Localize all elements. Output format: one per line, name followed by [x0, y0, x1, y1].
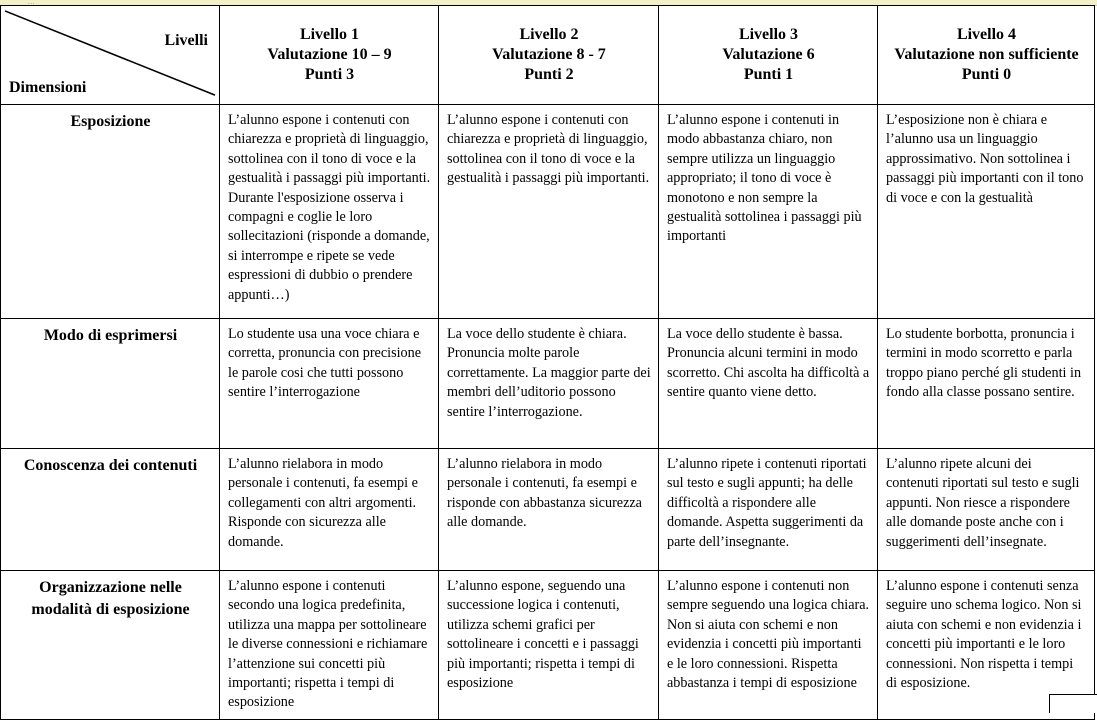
descriptor-cell: L’alunno espone i contenuti secondo una logica predefinita, utilizza una mappa per sottolineare le diverse connessioni e richiamare l’attenzione sui concetti più importanti; rispetta i tempi di esposizione	[220, 571, 439, 720]
level-header-2	[439, 6, 659, 105]
dimension-label-conoscenza-dei-contenuti: Conoscenza dei contenuti	[1, 449, 220, 571]
descriptor-cell: Lo studente usa una voce chiara e corretta, pronuncia con precisione le parole cosi che tutti possono sentire l’interrogazione	[220, 319, 439, 449]
level-valutazione: Valutazione non sufficiente	[894, 46, 1079, 63]
level-valutazione: Valutazione 10 – 9	[267, 46, 392, 63]
table-header-row	[1, 6, 1095, 105]
dimension-label-organizzazione: Organizzazione nelle modalità di esposizione	[1, 571, 220, 720]
level-title: Livello 4	[956, 26, 1017, 43]
level-punti: Punti 2	[524, 66, 574, 83]
level-valutazione: Valutazione 6	[722, 46, 815, 63]
level-title: Livello 2	[519, 26, 579, 43]
table-row	[1, 105, 1095, 319]
level-title: Livello 1	[299, 26, 360, 43]
descriptor-cell: L’alunno rielabora in modo personale i contenuti, fa esempi e collegamenti con altri argomenti. Risponde con sicurezza alle domande.	[220, 449, 439, 571]
descriptor-cell: L’alunno espone i contenuti in modo abbastanza chiaro, non sempre utilizza un linguaggio appropriato; il tono di voce è monotono e non sempre la gestualità sottolinea i passaggi più importanti	[659, 105, 878, 319]
level-header-1	[220, 6, 439, 105]
descriptor-cell: L’esposizione non è chiara e l’alunno usa un linguaggio approssimativo. Non sottolinea i passaggi più importanti con il tono di voce e con la gestualità	[878, 105, 1095, 319]
rows-axis-label: Dimensioni	[9, 79, 87, 96]
descriptor-cell: L’alunno espone i contenuti senza seguire uno schema logico. Non si aiuta con schemi e non evidenzia i concetti più importanti e le loro connessioni. Non rispetta i tempi di esposizione.	[878, 571, 1095, 720]
descriptor-cell: L’alunno rielabora in modo personale i contenuti, fa esempi e risponde con abbastanza sicurezza alle domande.	[439, 449, 659, 571]
level-header-3	[659, 6, 878, 105]
descriptor-cell: L’alunno espone, seguendo una successione logica i contenuti, utilizza schemi grafici per sottolineare i concetti e i passaggi più importanti; rispetta i tempi di esposizione	[439, 571, 659, 720]
descriptor-cell: L’alunno ripete alcuni dei contenuti riportati sul testo e sugli appunti. Non riesce a rispondere alle domande poste anche con i suggerimenti dell’insegnate.	[878, 449, 1095, 571]
axis-corner-cell	[1, 6, 220, 105]
level-punti: Punti 0	[961, 66, 1012, 83]
level-valutazione: Valutazione 8 - 7	[492, 46, 606, 63]
level-title: Livello 3	[738, 26, 799, 43]
descriptor-cell: La voce dello studente è chiara. Pronuncia molte parole correttamente. La maggior parte dei membri dell’uditorio possono sentire l’interrogazione.	[439, 319, 659, 449]
level-punti: Punti 3	[304, 66, 355, 83]
descriptor-cell: L’alunno espone i contenuti con chiarezza e proprietà di linguaggio, sottolinea con il tono di voce e la gestualità i passaggi più importanti.	[439, 105, 659, 319]
descriptor-cell: Lo studente borbotta, pronuncia i termini in modo scorretto e parla troppo piano perché gli studenti in fondo alla classe possano sentire.	[878, 319, 1095, 449]
table-row	[1, 571, 1095, 720]
descriptor-cell: La voce dello studente è bassa. Pronuncia alcuni termini in modo scorretto. Chi ascolta ha difficoltà a sentire quanto viene detto.	[659, 319, 878, 449]
page-bottom-marker	[1049, 694, 1097, 713]
dimension-label-modo-di-esprimersi: Modo di esprimersi	[1, 319, 220, 449]
corner-note: ...	[28, 0, 35, 6]
level-header-4	[878, 6, 1095, 105]
table-row	[1, 319, 1095, 449]
dimension-label-esposizione: Esposizione	[1, 105, 220, 319]
level-punti: Punti 1	[743, 66, 794, 83]
descriptor-cell: L’alunno ripete i contenuti riportati sul testo e sugli appunti; ha delle difficoltà a rispondere alle domande. Aspetta suggerimenti da parte dell’insegnante.	[659, 449, 878, 571]
evaluation-rubric-table	[0, 5, 1095, 720]
descriptor-cell: L’alunno espone i contenuti non sempre seguendo una logica chiara. Non si aiuta con schemi e non evidenzia i concetti più importanti e le loro connessioni. Rispetta abbastanza i tempi di esposizione	[659, 571, 878, 720]
table-row	[1, 449, 1095, 571]
descriptor-cell: L’alunno espone i contenuti con chiarezza e proprietà di linguaggio, sottolinea con il tono di voce e la gestualità i passaggi più importanti. Durante l'esposizione osserva i compagni e coglie le loro sollecitazioni (risponde a domande, si interrompe e ripete se vede espressioni di dubbio o prendere appunti…)	[220, 105, 439, 319]
columns-axis-label: Livelli	[164, 32, 208, 49]
